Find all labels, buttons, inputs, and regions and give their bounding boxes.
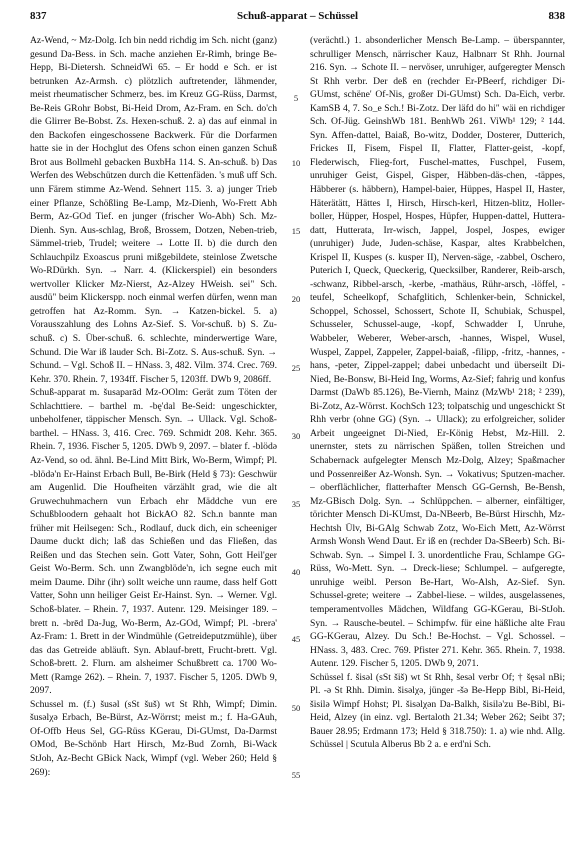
line-number: 55	[291, 770, 301, 780]
line-number: 20	[291, 294, 301, 304]
line-number: 35	[291, 499, 301, 509]
entry-schussel-start: Schussel m. (f.) šusəl (sSt šuš) wt St Rhh, Wimpf; Dimin. šusəlχə Erbach, Be-Bürst, Az-Wörrst; meist m.; f. Ha-GAuh, Of-Offb Heus Sel, GG-Rüss KGerau, Di-GUmst, Da-Darmst OMod, Be-Schönb Hart Hirsch, Mz-Bud Zornh, Bi-Wack StJoh, Az-Becht GBick Nack, Wimpf (vgl. Weber 260; Held § 269):	[30, 698, 277, 778]
running-header	[30, 10, 565, 26]
entry-schuss-continued: Az-Wend, ~ Mz-Dolg. Ich bin nedd richdig im Sch. nicht (ganz) gesund Da-Bess. in Sch. mache anziehen Er-Rimh, bringe Be-Hepp, Bi-Dietersh. SchneidWi 65. – Er hodd e Sch. er ist betrunken Az-Armsh. c) plötzlich auftretender, lähmender, meist rheumatischer Schmerz, bes. im Kreuz GG-Rüss, Darmst, Be-Reis GRohr Bobst, Bi-Heid Drom, Az-Fram. en Sch. do'ch die Glirrer Be-Bobst. Zs. Hexen-schuß. 2. a) das auf einmal in den Backofen eingeschossene Backwerk. Für die Dorfarmen hatte sie in der Hochglut des Ofens schon einen ganzen Schuß Brot aus Bollmehl gebacken BuxbHa 114. S. An-schuß. b) Das Werfen des Webschützen durch die Kettenfäden. 's muß uff Sch. unn Färem stimme Az-Wend. Sehnert 115. 3. a) junger Trieb einer Pflanze, Schößling Be-Lamp, Mz-Dienh, Wo-Frett Abh Berm, Az-GOd Tief. en junger (frischer Wo-Abh) Sch. Mz-Dienh. Syn. Aus-schlag, Broß, Brossem, Dotzen, Neben-trieb, Sämmel-trieb, Trudel; weitere → Lotte II. b) die durch den Schlauchpilz Exoascus pruni mißgebildete, steinlose Zwetsche Wo-RDürkh. Syn. → Narr. 4. (Klickerspiel) ein besonders wertvoller Klicker Mz-Nierst, Az-Alzey HWeish. sei" Sch. ausdü" beim Klickerspp. noch einmal werfen dürfen, wenn man getroffen hat Az-Romm. Syn. → Katzen-bickel. 5. a) Vorausszahlung des Lohns Az-Sief. S. Vor-schuß. b) S. Zu-schuß. c) S. Über-schuß. 6. schlechte, minderwertige Ware, Schund. Die War iß lauder Sch. Bi-Zotz. S. Aus-schuß. Syn. → Schund. – Vgl. Schoß II. – HNass. 3, 482. Vilm. 374. Crec. 769. Kehr. 370. Rhein. 7, 1934ff. Fischer 5, 1203ff. DWb 9, 2086ff.	[30, 35, 277, 385]
page-number-left: 837	[30, 10, 47, 22]
line-number: 40	[291, 567, 301, 577]
line-number: 45	[291, 634, 301, 644]
line-number: 30	[291, 431, 301, 441]
entry-schuessel: Schüssel f. šisəl (sSt šiš) wt St Rhh, šesəl verbr Of; † šęsəl nBi; Pl. -ə St Rhh. Dimin. šisəlχə, jünger -šə Be-Hepp Bibl, Bi-Heid, šisilə Wimpf Hohst; Pl. šisəlχən Da-Balkh, šisilə'zu Be-Bibl, Bi-Heid, Alzey (in einz. vgl. Bertaloth 21.34; Weber 262; Seibt 37; Bauer 28.95; Erdmann 173; Held § 318.750): 1. a) wie nhd. Allg. Schüssel | Scutula Alberus Bb 2 a. e erd'ni Sch.	[310, 671, 565, 751]
line-number: 5	[293, 93, 299, 103]
entry-schuss-apparat: Schuß-apparat m. šusaparād Mz-OOlm: Gerät zum Töten der Schlachttiere. – barthel m. -bę'dal Be-Seid: ungeschickter, unbeholfener, täppischer Mensch. Syn. → Ullack. Vgl. Schoß-barthel. – HNass. 3, 416. Crec. 769. Schmidt 208. Kehr. 365. Rhein. 7, 1936. Fischer 5, 1205. DWb 9, 2097. – blater f. -blödə Az-Vend, so od. ähnl. Be-Lind Mitt Birk, Wo-Berm, Wimpf; Pl. -blödə'n Er-Hainst Erbach Bull, Be-Birk (Held § 73): Geschwür am Augenlid. Die Houfheiten värzählt grad, wie die alt Gruwechuhmachern vun Erbach ehr Mäddche vun ere Schußbloodern gehaalt hot BickAO 82. Sch.n bannte man früher mit Heilsegen: Sch., Rodlauf, duck dich, ein scheeniger Daume duckt dich; laß das Schießen und das Fließen, das Reißen und das Stechen sein. Gott Vater, Sohn, Gott Heil'ger Geist Wo-Berm. Sch. unn Zwangblöde'n, ich segne euch mit meim Daume. Dihr (ihr) sollt weiche unn raume, dass helf Gott Vatter, Sohn unn heiliger Geist Er-Hainst. Syn. → Werner. Vgl. Schoß-blater. – Rhein. 7, 1937. Autenr. 129. Meisinger 189. – brett n. -brēd Da-Jug, Wo-Berm, Az-GOd, Wimpf; Pl. -brerə' Az-Fram: 1. Brett in der Windmühle (Getreideputzmühle), über das das Getreide abläuft. Syn. Ablauf-brett, Frucht-brett. Vgl. Schoß-brett. 2. Flurn. am alsheimer Schußbrett ca. 1700 Wo-Mett (Ramge 262). – Rhein. 7, 1937. Fischer 5, 1205. DWb 9, 2097.	[30, 387, 277, 697]
left-column	[30, 34, 277, 849]
line-number: 10	[291, 158, 301, 168]
page-number-right: 838	[548, 10, 565, 22]
right-column	[310, 34, 565, 849]
line-number: 25	[291, 363, 301, 373]
line-number: 15	[291, 226, 301, 236]
header-title: Schuß-apparat – Schüssel	[236, 10, 359, 22]
line-number: 50	[291, 703, 301, 713]
entry-schussel-continued: (verächtl.) 1. absonderlicher Mensch Be-Lamp. – überspannter, schrulliger Mensch, närrischer Kauz, Halbnarr St Rhh. Journal 216. Syn. → Schote II. – nervöser, unruhiger, aufgeregter Mensch St Rhh verbr. Der deß en (rechder Er-PBeerf, richdiger Di-GUmst, schëne' Of-Nis, großer Di-GUmst) Sch. Da-Eich, verbr. KamSB 4, 7. So_e Sch.! Bi-Zotz. Der läfd do hi" wäi en richdiger Sch. Of-Jüg. GeinshWb 181. BenhWb 261. ViWb¹ 129; ² 144. Syn. Affen-dattel, Baiaß, Bo-witz, Dodder, Dosterer, Dutterich, Frickes II, Fisem, Fispel II, Flatter, Flatter-geist, -kopf, Flederwisch, Flieg-fort, Fuschel-mattes, Fuschpel, Fusem, unruhiger Geist, Gispel, Gisper, Häbben-däs-chen, -täppes, Häbberer (s. häbbern), Hampel-baier, Hüppes, Haspel II, Haster, Häterätätt, Hättes I, Hirsch, Hirsch-kerl, Hitzen-blitz, Holler-boller, Hüpper, Hospel, Hospes, Hüpfer, Huppen-dattel, Huttera-datt, Hutterata, Irr-wisch, Jappel, Jospel, Jospes, ewiger (unruhiger) Jude, Juden-schäse, Kaspar, altes Krabbelchen, Krispel II, Kuspes (s. kusper II), Nerven-säge, -zabbel, Oschero, Puterich I, Queck, Queckerig, Quecksilber, Randerer, Reib-arsch, -schwanz, Ribbel-arsch, -kerbe, -mathäus, Rühr-arsch, -löffel, -teufel, Scheelkopf, Schafglitich, Schlenker-bein, Schnickel, Schoppel, Schossel, Schossert, Schote II, Schubiak, Schuspel, Schusseler, Schussel-auge, -kopf, Schwadder I, Unruhe, Wabbeler, Weberer, Weber-arsch, -hannes, Wispel, Wusel, Wuspel, Zappel, Zappeler, Zappel-baiaß, -filipp, -fritz, -hannes, -hans, -peter, Zippel-zappel; dabei unbedacht und überseilt Di-Nied, Be-Bonsw, Bi-Heid Ing, Worms, Az-Sief; fahrig und konfus Darmst (DaWb 85.126), Be-Viernh, Mainz (MzWb¹ 218; ² 239), Bi-Zotz, Az-Wörrst. KochSch 123; tolpatschig und ungeschickt St Rhh verbr (ohne GG) (Syn. → Ullack); zu erfolgreicher, solider Arbeit ungeeignet Di-Nied, Er-König Hebst, Mz-Hill. 2. unernster, stets zu närrischen Späßen, tollen Streichen und Schabernack aufgelegter Mensch Mz-Dolg, Alzey; Spaßmacher und Possenreißer Az-Wonsh. Syn. → Vokativus; Sputzen-macher. – oberflächlicher, flatterhafter Mensch GG-Gernsh, Be-Bensh, Mz-GBisch Dolg. Syn. → Schlüppchen. – alberner, einfältiger, törichter Mensch Di-KUmst, Da-NBeerb, Be-Bürst Hirschh, Mz-Hechtsh Ülv, Bi-GAlg Schwab Zotz, Wo-Eich Mett, Az-Wörrst Armsh Wonsh Wend Daut. Er iß en (rechder Da-SBeerb) Sch. Bi-Schwab. Syn. → Simpel I. 3. unordentliche Frau, Schlampe GG-Rüss, Wo-Mett. Syn. → Dreck-liese; Schlumpel. – aufgeregte, unruhige weibl. Person Be-Hart, Wo-Alsh, Az-Sief. Syn. Schussel-grete; weitere → Zabbel-liese. – wildes, ausgelassenes, temperamentvolles Mädchen, Wildfang GG-KGerau, Bi-StJoh. Syn. → Rausche-beutel. – Schimpfw. für eine häßliche alte Frau GG-KGerau, Alzey. Du Sch.! Be-Hochst. – Vgl. Schossel. – HNass. 3, 483. Crec. 769. Pfister 271. Kehr. 365. Rhein. 7, 1938. Autenr. 129. Fischer 5, 1205. DWb 9, 2071.	[310, 35, 565, 670]
